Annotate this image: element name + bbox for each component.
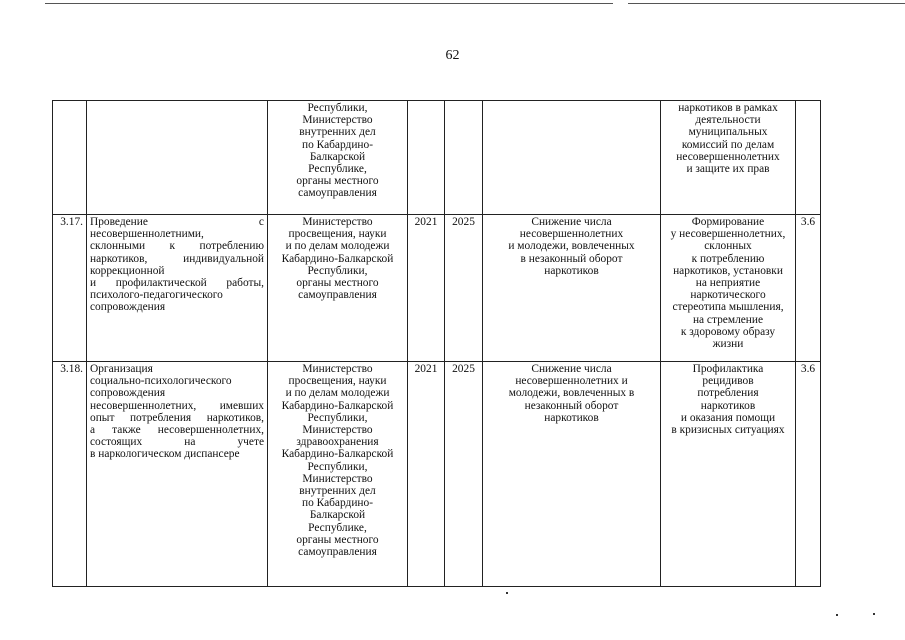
text-line: состоящих на учете <box>90 436 264 449</box>
text-line: несовершеннолетних <box>676 150 780 163</box>
text-line: рецидивов <box>702 375 754 388</box>
cell-number: 3.17. <box>53 215 87 362</box>
text-line: просвещения, науки <box>288 375 387 388</box>
text-line: Снижение числа <box>531 216 612 228</box>
text-line: муниципальных <box>688 126 768 139</box>
text-line: внутренних дел <box>299 485 376 498</box>
text-line: Министерство <box>302 363 373 375</box>
text-line: и защите их прав <box>686 163 770 176</box>
table-body <box>53 101 821 587</box>
text-line: Министерство <box>302 472 373 485</box>
table-row <box>53 362 821 587</box>
text-line: и по делам молодежи <box>285 240 390 253</box>
measures-table <box>52 100 821 587</box>
text-line: на неприятие <box>695 277 761 290</box>
text-line: Министерство <box>302 216 373 228</box>
scan-speck <box>506 592 508 594</box>
text-line: наркотиков <box>544 264 599 277</box>
text-line: по Кабардино- <box>301 138 373 151</box>
cell-indicator <box>483 101 661 215</box>
text-line: наркотиков <box>700 399 756 412</box>
text-line: Кабардино-Балкарской <box>281 252 394 265</box>
text-line: Организация <box>90 363 153 375</box>
text-line: несовершеннолетних, имевших <box>90 399 264 412</box>
text-line: Республике, <box>308 163 367 176</box>
text-line: Республики, <box>307 264 368 277</box>
table-row <box>53 101 821 215</box>
text-line: самоуправления <box>298 546 377 559</box>
text-line: Министерство <box>302 114 373 127</box>
text-line: склонными к потреблению <box>90 240 264 253</box>
scan-speck <box>836 614 838 616</box>
text-line: несовершеннолетними, <box>90 228 204 241</box>
text-line: Профилактика <box>692 363 764 375</box>
cell-number: 3.18. <box>53 362 87 587</box>
text-line: стереотипа мышления, <box>672 301 784 314</box>
text-line: в кризисных ситуациях <box>671 424 785 437</box>
text-line: самоуправления <box>298 187 377 200</box>
cell-indicator <box>483 215 661 362</box>
text-line: социально-психологического <box>90 375 232 388</box>
text-line: и молодежи, вовлеченных <box>508 240 635 253</box>
text-line: склонных <box>704 240 752 253</box>
text-line: у несовершеннолетних, <box>670 228 786 241</box>
cell-number <box>53 101 87 215</box>
cell-indicator <box>483 362 661 587</box>
text-line: Республики, <box>307 411 368 424</box>
text-line: психолого-педагогического <box>90 289 223 302</box>
text-line: коррекционной <box>90 264 165 277</box>
text-line: несовершеннолетних и <box>515 375 628 388</box>
text-line: Формирование <box>691 216 765 228</box>
text-line: органы местного <box>296 175 379 188</box>
cell-result <box>661 215 796 362</box>
cell-result <box>661 101 796 215</box>
cell-measure-name <box>87 362 268 587</box>
text-line: самоуправления <box>298 289 377 302</box>
cell-year-end: 2025 <box>445 362 483 587</box>
text-line: Балкарской <box>309 509 366 522</box>
text-line: а также несовершеннолетних, <box>90 424 264 437</box>
text-line: Снижение числа <box>531 363 612 375</box>
page-top-border-right <box>628 3 905 4</box>
text-line: к здоровому образу <box>680 325 776 338</box>
text-line: молодежи, вовлеченных в <box>508 387 635 400</box>
cell-measure-name <box>87 101 268 215</box>
cell-measure-name <box>87 215 268 362</box>
cell-reference: 3.6 <box>796 362 821 587</box>
text-line: на стремление <box>692 313 764 326</box>
table-row <box>53 215 821 362</box>
text-line: несовершеннолетних <box>519 228 624 241</box>
text-line: в наркологическом диспансере <box>90 448 240 461</box>
text-line: и оказания помощи <box>680 411 776 424</box>
text-line: Министерство <box>302 424 373 437</box>
page-top-border-left <box>45 3 613 4</box>
text-line: жизни <box>712 338 744 351</box>
text-line: наркотиков, установки <box>673 264 783 277</box>
page-number: 62 <box>445 48 460 63</box>
cell-executors <box>268 101 408 215</box>
cell-year-start: 2021 <box>408 362 445 587</box>
cell-executors <box>268 362 408 587</box>
cell-reference: 3.6 <box>796 215 821 362</box>
cell-year-start: 2021 <box>408 215 445 362</box>
text-line: Кабардино-Балкарской <box>281 448 394 461</box>
cell-year-start <box>408 101 445 215</box>
text-line: сопровождения <box>90 301 166 314</box>
text-line: наркотиков в рамках <box>678 102 778 114</box>
text-line: Балкарской <box>309 150 366 163</box>
text-line: незаконный оборот <box>524 399 619 412</box>
text-line: наркотического <box>690 289 766 302</box>
text-line: потребления <box>697 387 759 400</box>
cell-result <box>661 362 796 587</box>
text-line: органы местного <box>296 533 379 546</box>
text-line: к потреблению <box>691 252 765 265</box>
text-line: внутренних дел <box>299 126 376 139</box>
text-line: Проведение с <box>90 216 264 228</box>
text-line: в незаконный оборот <box>520 252 623 265</box>
cell-year-end: 2025 <box>445 215 483 362</box>
text-line: по Кабардино- <box>301 497 373 510</box>
text-line: наркотиков <box>544 411 599 424</box>
text-line: и по делам молодежи <box>285 387 390 400</box>
text-line: комиссий по делам <box>681 138 775 151</box>
text-line: наркотиков, индивидуальной <box>90 252 264 265</box>
cell-reference <box>796 101 821 215</box>
text-line: просвещения, науки <box>288 228 387 241</box>
text-line: Республики, <box>307 102 368 114</box>
scan-speck <box>873 613 875 615</box>
text-line: деятельности <box>695 114 761 127</box>
text-line: и профилактической работы, <box>90 277 264 290</box>
text-line: Республике, <box>308 521 367 534</box>
text-line: органы местного <box>296 277 379 290</box>
text-line: Кабардино-Балкарской <box>281 399 394 412</box>
text-line: здравоохранения <box>296 436 379 449</box>
cell-executors <box>268 215 408 362</box>
text-line: опыт потребления наркотиков, <box>90 411 264 424</box>
text-line: сопровождения <box>90 387 166 400</box>
text-line: Республики, <box>307 460 368 473</box>
cell-year-end <box>445 101 483 215</box>
